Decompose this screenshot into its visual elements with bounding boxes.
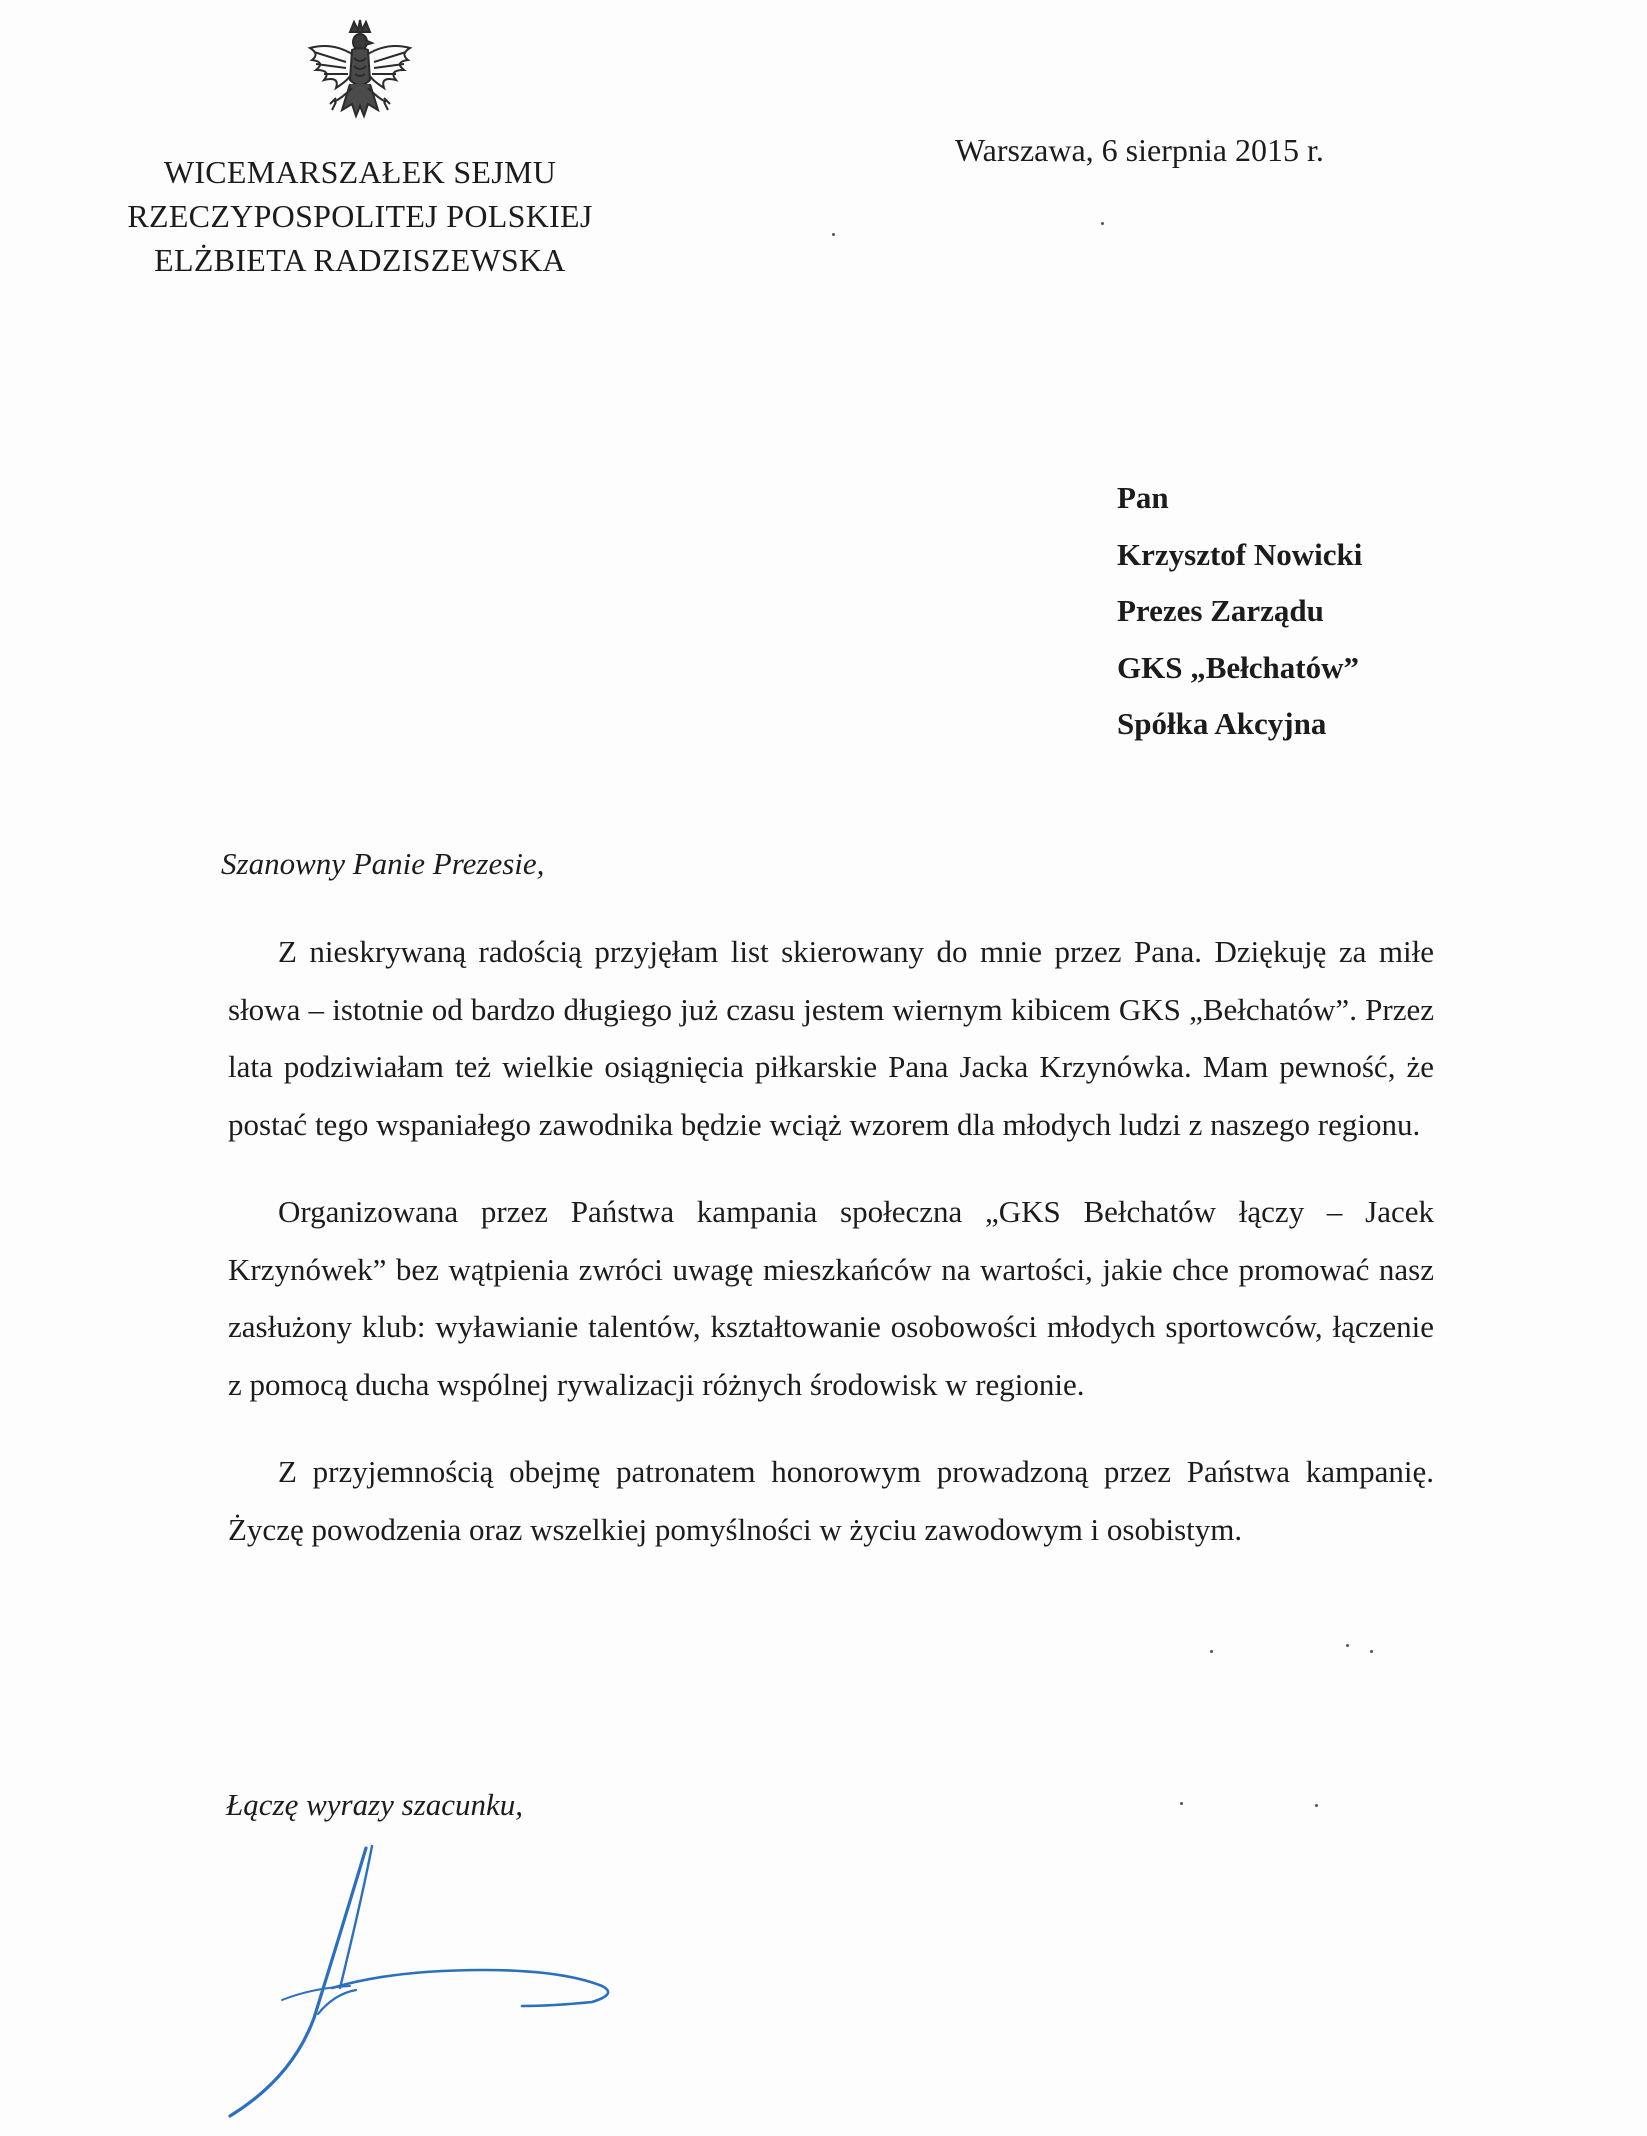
date-line: Warszawa, 6 sierpnia 2015 r. [955,132,1324,168]
body-paragraph: Organizowana przez Państwa kampania społeczna „GKS Bełchatów łączy – Jacek Krzynówek” bez wątpienia zwróci uwagę mieszkańców na wartości, jakie chce promować nasz zasłużony klub: wyławianie talentów, kształtowanie osobowości młodych sportowców, łączenie z pomocą ducha wspólnej rywalizacji różnych środowisk w regionie. [228,1194,1434,1402]
closing-line: Łączę wyrazy szacunku, [226,1787,524,1822]
recipient-position: Prezes Zarządu [1117,593,1324,628]
recipient-block [1117,470,1362,753]
body-paragraph: Z nieskrywaną radością przyjęłam list skierowany do mnie przez Pana. Dziękuję za miłe słowa – istotnie od bardzo długiego już czasu jestem wiernym kibicem GKS „Bełchatów”. Przez lata podziwiałam też wielkie osiągnięcia piłkarskie Pana Jacka Krzynówka. Mam pewność, że postać tego wspaniałego zawodnika będzie wciąż wzorem dla młodych ludzi z naszego regionu. [228,934,1434,1142]
recipient-company-type: Spółka Akcyjna [1117,706,1327,741]
scan-speck [1210,1650,1213,1653]
sender-country-line: RZECZYPOSPOLITEJ POLSKIEJ [127,198,593,234]
polish-eagle-emblem-icon [302,18,418,143]
scan-speck [1315,1804,1318,1807]
sender-title-line: WICEMARSZAŁEK SEJMU [163,154,557,190]
letter-body [228,923,1434,1588]
recipient-organization: GKS „Bełchatów” [1117,649,1359,685]
scan-speck [832,233,835,236]
scan-speck [1180,1802,1183,1805]
recipient-name: Krzysztof Nowicki [1117,536,1363,572]
sender-name-line: ELŻBIETA RADZISZEWSKA [154,242,566,278]
scan-speck [1346,1644,1349,1647]
scan-speck [1101,222,1104,225]
scan-speck [1370,1650,1373,1653]
body-paragraph: Z przyjemnością obejmę patronatem honorowym prowadzoną przez Państwa kampanię. Życzę powodzenia oraz wszelkiej pomyślności w życiu zawodowym i osobistym. [228,1454,1434,1547]
sender-block [60,150,660,282]
signature-icon [222,1838,642,2128]
greeting: Szanowny Panie Prezesie, [221,846,545,881]
recipient-salutation: Pan [1117,480,1169,515]
